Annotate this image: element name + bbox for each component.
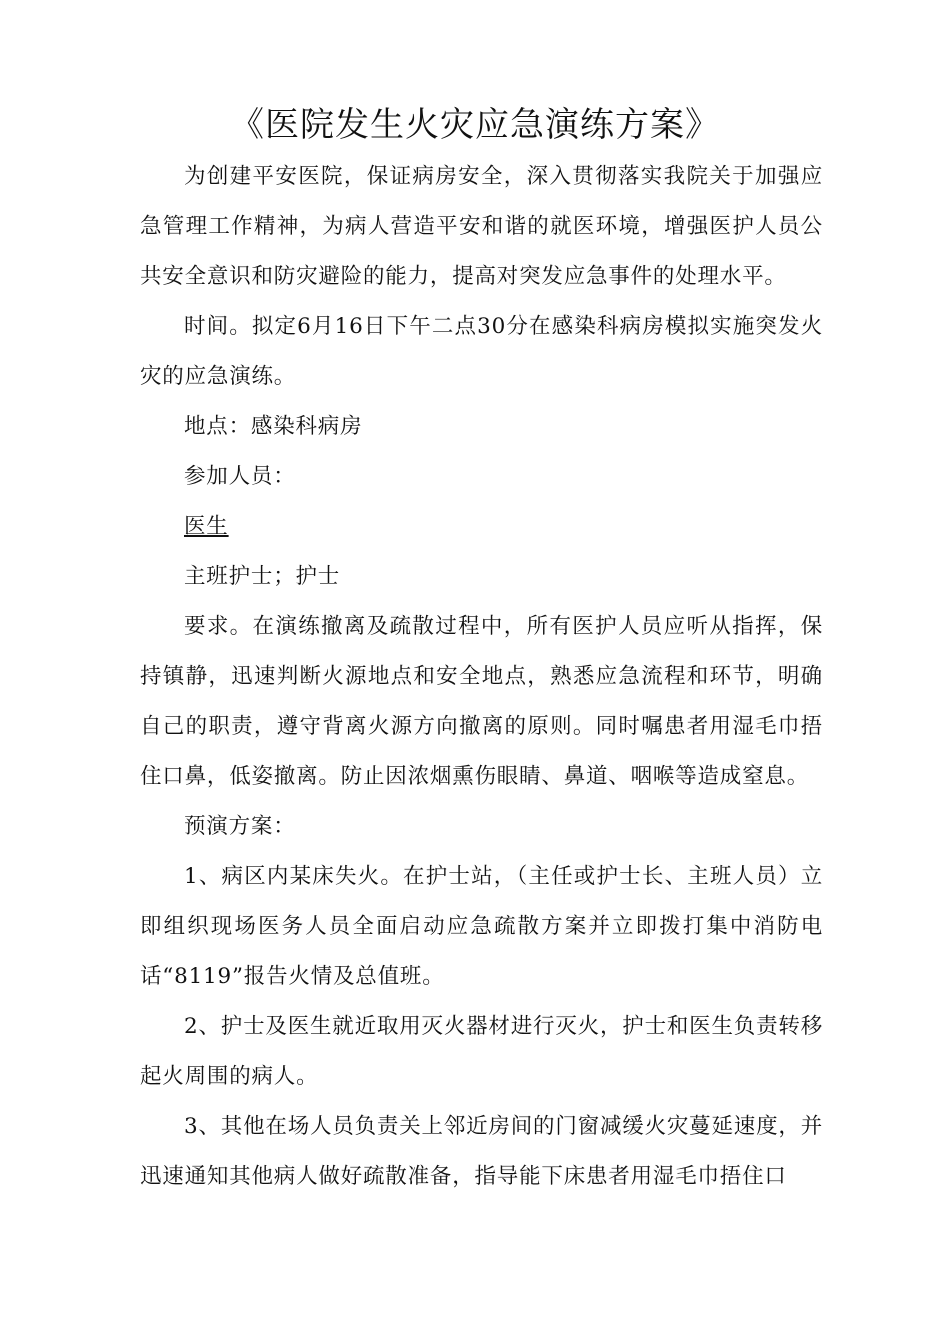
participant-doctors: 医生	[184, 514, 229, 539]
paragraph-location: 地点：感染科病房	[184, 414, 363, 439]
document-title: 《医院发生火灾应急演练方案》	[230, 105, 720, 145]
paragraph-requirements: 要求。在演练撤离及疏散过程中，所有医护人员应听从指挥，保持镇静，迅速判断火源地点和安全地点，熟悉应急流程和环节，明确自己的职责，遵守背离火源方向撤离的原则。同时嘱患者用湿毛巾捂住口鼻，低姿撤离。防止因浓烟熏伤眼睛、鼻道、咽喉等造成窒息。	[140, 614, 823, 789]
paragraph-plan-step-2: 2、护士及医生就近取用灭火器材进行灭火，护士和医生负责转移起火周围的病人。	[140, 1014, 823, 1089]
paragraph-purpose: 为创建平安医院，保证病房安全，深入贯彻落实我院关于加强应急管理工作精神，为病人营造平安和谐的就医环境，增强医护人员公共安全意识和防灾避险的能力，提高对突发应急事件的处理水平。	[140, 164, 823, 289]
paragraph-participants-nurses: 主班护士；护士	[184, 564, 341, 589]
paragraph-participants-heading: 参加人员：	[184, 464, 296, 489]
paragraph-time: 时间。拟定6月16日下午二点30分在感染科病房模拟实施突发火灾的应急演练。	[140, 314, 823, 389]
paragraph-plan-step-1: 1、病区内某床失火。在护士站，（主任或护士长、主班人员）立即组织现场医务人员全面启动应急疏散方案并立即拨打集中消防电话“8119”报告火情及总值班。	[140, 864, 823, 989]
document-body	[140, 152, 823, 1202]
paragraph-plan-step-3: 3、其他在场人员负责关上邻近房间的门窗减缓火灾蔓延速度，并迅速通知其他病人做好疏散准备，指导能下床患者用湿毛巾捂住口	[140, 1114, 823, 1189]
paragraph-participants-doctors	[140, 502, 823, 552]
paragraph-plan-heading: 预演方案：	[184, 814, 296, 839]
